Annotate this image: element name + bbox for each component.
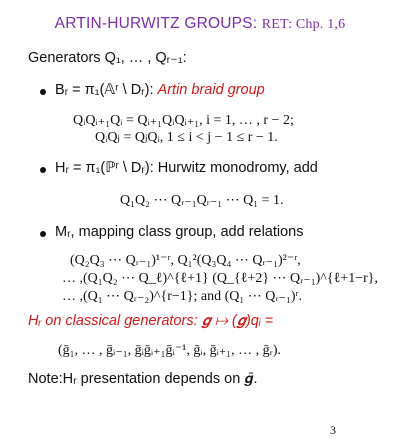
title-reference: RET: Chp. 1,6 xyxy=(261,17,346,32)
hurwitz-relation: Q₁Q₂ ⋯ Qᵣ₋₁Qᵣ₋₁ ⋯ Q₁ = 1. xyxy=(120,193,284,208)
bullet-hurwitz xyxy=(40,167,46,173)
artin-definition xyxy=(55,82,265,98)
bullet-mcg xyxy=(40,231,46,237)
mcg-relation-1: (Q₂Q₃ ⋯ Qᵣ₋₁)¹⁻ʳ, Q₁²(Q₃Q₄ ⋯ Qᵣ₋₁)²⁻ʳ, xyxy=(70,253,301,268)
note-line: Note:Hᵣ presentation depends on 𝒈̄. xyxy=(28,371,258,387)
mcg-relation-3: … ,(Q₁ ⋯ Qᵣ₋₂)^{r−1}; and (Q₁ ⋯ Qᵣ₋₁)ʳ. xyxy=(62,289,303,304)
artin-relation-1: QᵢQᵢ₊₁Qᵢ = Qᵢ₊₁QᵢQᵢ₊₁, i = 1, … , r − 2; xyxy=(73,113,294,128)
action-label: Hᵣ on classical generators: 𝒈 ↦ (𝒈)qᵢ = xyxy=(28,313,274,329)
hurwitz-definition: Hᵣ = π₁(ℙʳ \ Dᵣ): Hurwitz monodromy, add xyxy=(55,160,318,176)
slide-title xyxy=(0,15,400,33)
action-formula: (ḡ₁, … , ḡᵢ₋₁, ḡᵢḡᵢ₊₁ḡᵢ⁻¹, ḡᵢ, ḡᵢ₊₁, … , ḡᵣ). xyxy=(58,343,282,358)
bullet-artin xyxy=(40,89,46,95)
generators-line: Generators Q₁, … , Qᵣ₋₁: xyxy=(28,50,187,66)
artin-def-math: Bᵣ = π₁(𝔸ʳ \ Dᵣ): xyxy=(55,82,154,98)
title-main: ARTIN-HURWITZ GROUPS: xyxy=(54,15,258,32)
artin-relation-2: QᵢQⱼ = QⱼQᵢ, 1 ≤ i < j − 1 ≤ r − 1. xyxy=(95,130,278,145)
artin-label: Artin braid group xyxy=(157,82,265,98)
page-number: 3 xyxy=(330,423,336,437)
mcg-relation-2: … ,(Q₁Q₂ ⋯ Q_ℓ)^{ℓ+1} (Q_{ℓ+2} ⋯ Qᵣ₋₁)^{ℓ+1−r}, xyxy=(62,271,378,286)
mcg-definition: Mᵣ, mapping class group, add relations xyxy=(55,224,304,240)
